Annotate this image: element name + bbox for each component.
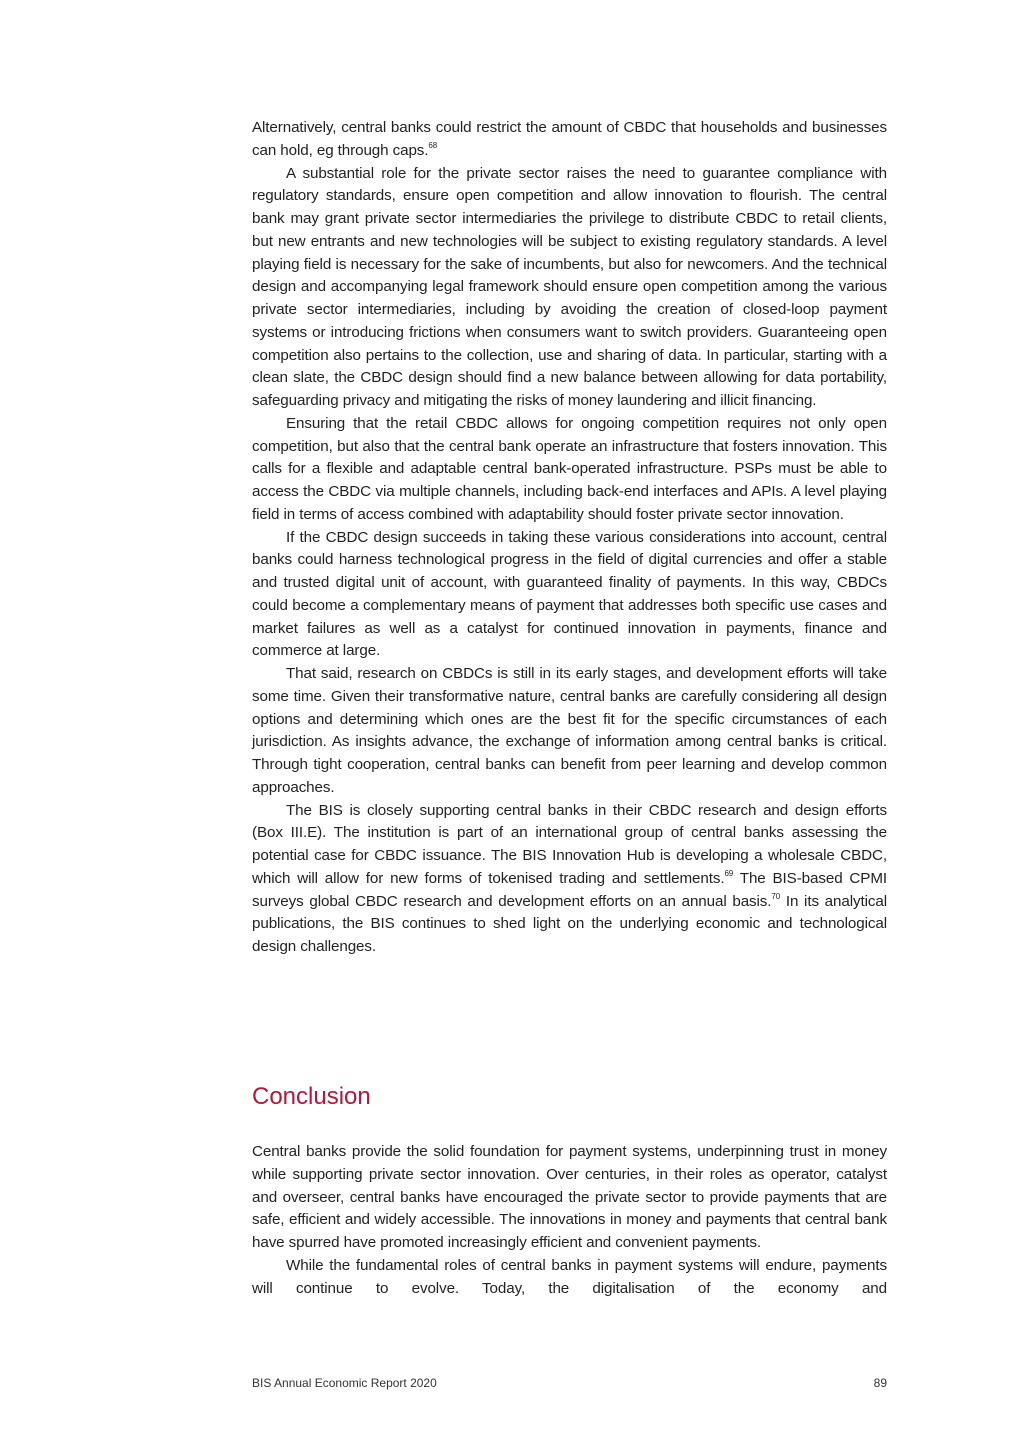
paragraph: If the CBDC design succeeds in taking these various considerations into account, central banks could harness technological progress in the field of digital currencies and offer a stable and trusted digital unit of account, with guaranteed finality of payments. In this way, CBDCs could become a complementary means of payment that addresses both specific use cases and market failures as well as a catalyst for continued innovation in payments, finance and commerce at large. — [252, 528, 887, 660]
page-number: 89 — [873, 1376, 887, 1390]
footnote-ref[interactable]: 70 — [771, 891, 781, 901]
paragraph — [252, 800, 887, 959]
text: In its analytical publications, the BIS continues to shed light on the underlying economic and technological design challenges. — [252, 892, 887, 955]
text: The BIS-based CPMI surveys global CBDC research and development efforts on an annual basis. — [252, 869, 887, 910]
paragraph — [252, 117, 887, 163]
section-heading: Conclusion — [252, 1083, 371, 1110]
paragraph: A substantial role for the private sector raises the need to guarantee compliance with regulatory standards, ensure open competition and allow innovation to flourish. The central bank may grant private sector intermediaries the privilege to distribute CBDC to retail clients, but new entrants and new technologies will be subject to existing regulatory standards. A level playing field is necessary for the sake of incumbents, but also for newcomers. And the technical design and accompanying legal framework should ensure open competition among the various private sector intermediaries, including by avoiding the creation of closed-loop payment systems or introducing frictions when consumers want to switch providers. Guaranteeing open competition also pertains to the collection, use and sharing of data. In particular, starting with a clean slate, the CBDC design should find a new balance between allowing for data portability, safeguarding privacy and mitigating the risks of money laundering and illicit financing. — [252, 164, 887, 409]
footnote-ref[interactable]: 69 — [724, 868, 734, 878]
footer-title: BIS Annual Economic Report 2020 — [252, 1376, 437, 1390]
text: The BIS is closely supporting central banks in their CBDC research and design efforts (Box III.E). The institution is part of an international group of central banks assessing the potential case for CBDC issuance. The BIS Innovation Hub is developing a wholesale CBDC, which will allow for new forms of tokenised trading and settlements. — [252, 801, 887, 887]
conclusion-text — [252, 1141, 887, 1300]
paragraph: Central banks provide the solid foundation for payment systems, underpinning trust in money while supporting private sector innovation. Over centuries, in their roles as operator, catalyst and overseer, central banks have encouraged the private sector to provide payments that are safe, efficient and widely accessible. The innovations in money and payments that central bank have spurred have promoted increasingly efficient and convenient payments. — [252, 1143, 887, 1251]
footnote-ref[interactable]: 68 — [428, 140, 438, 150]
paragraph: Ensuring that the retail CBDC allows for ongoing competition requires not only open competition, but also that the central bank operate an infrastructure that fosters innovation. This calls for a flexible and adaptable central bank-operated infrastructure. PSPs must be able to access the CBDC via multiple channels, including back-end interfaces and APIs. A level playing field in terms of access combined with adaptability should foster private sector innovation. — [252, 414, 887, 523]
text: Alternatively, central banks could restrict the amount of CBDC that households and businesses can hold, eg through caps. — [252, 119, 887, 159]
paragraph: That said, research on CBDCs is still in its early stages, and development efforts will take some time. Given their transformative nature, central banks are carefully considering all design options and determining which ones are the best fit for the specific circumstances of each jurisdiction. As insights advance, the exchange of information among central banks is critical. Through tight cooperation, central banks can benefit from peer learning and develop common approaches. — [252, 665, 887, 796]
body-text — [252, 117, 887, 959]
paragraph: While the fundamental roles of central banks in payment systems will endure, payments will continue to evolve. Today, the digitalisation of the economy and — [252, 1256, 887, 1297]
